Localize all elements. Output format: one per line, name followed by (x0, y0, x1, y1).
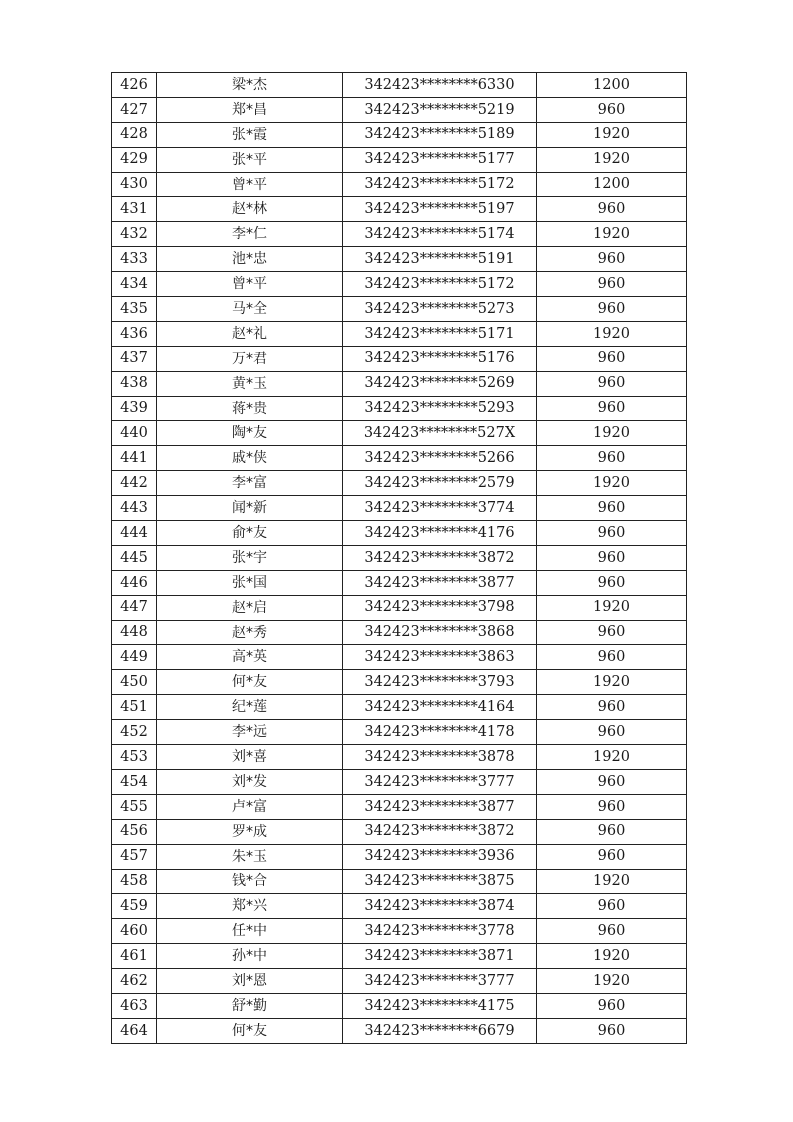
name-cell: 何*友 (157, 670, 343, 695)
id-number-cell: 342423********5266 (343, 446, 537, 471)
amount-cell: 960 (537, 247, 687, 272)
table-row (112, 769, 687, 794)
amount-cell: 960 (537, 645, 687, 670)
row-number-cell: 463 (112, 993, 157, 1018)
id-number-cell: 342423********4175 (343, 993, 537, 1018)
row-number-cell: 442 (112, 471, 157, 496)
table-row (112, 570, 687, 595)
row-number-cell: 456 (112, 819, 157, 844)
row-number-cell: 430 (112, 172, 157, 197)
name-cell: 卢*富 (157, 794, 343, 819)
id-number-cell: 342423********3877 (343, 794, 537, 819)
table-row (112, 969, 687, 994)
name-cell: 俞*友 (157, 521, 343, 546)
row-number-cell: 460 (112, 919, 157, 944)
id-number-cell: 342423********3777 (343, 769, 537, 794)
name-cell: 戚*侠 (157, 446, 343, 471)
table-row (112, 172, 687, 197)
table-row (112, 222, 687, 247)
table-row (112, 620, 687, 645)
id-number-cell: 342423********4176 (343, 521, 537, 546)
amount-cell: 960 (537, 570, 687, 595)
row-number-cell: 429 (112, 147, 157, 172)
id-number-cell: 342423********5176 (343, 346, 537, 371)
row-number-cell: 447 (112, 595, 157, 620)
row-number-cell: 458 (112, 869, 157, 894)
id-number-cell: 342423********5174 (343, 222, 537, 247)
row-number-cell: 448 (112, 620, 157, 645)
row-number-cell: 451 (112, 695, 157, 720)
amount-cell: 960 (537, 97, 687, 122)
amount-cell: 960 (537, 346, 687, 371)
row-number-cell: 434 (112, 272, 157, 297)
row-number-cell: 454 (112, 769, 157, 794)
name-cell: 赵*林 (157, 197, 343, 222)
row-number-cell: 426 (112, 73, 157, 98)
name-cell: 李*仁 (157, 222, 343, 247)
name-cell: 钱*合 (157, 869, 343, 894)
id-number-cell: 342423********5273 (343, 297, 537, 322)
table-row (112, 272, 687, 297)
table-row (112, 894, 687, 919)
table-row (112, 844, 687, 869)
name-cell: 蒋*贵 (157, 396, 343, 421)
amount-cell: 1200 (537, 172, 687, 197)
amount-cell: 1920 (537, 869, 687, 894)
table-row (112, 496, 687, 521)
amount-cell: 960 (537, 446, 687, 471)
row-number-cell: 427 (112, 97, 157, 122)
name-cell: 张*宇 (157, 545, 343, 570)
name-cell: 孙*中 (157, 944, 343, 969)
id-number-cell: 342423********3878 (343, 745, 537, 770)
table-row (112, 819, 687, 844)
name-cell: 李*富 (157, 471, 343, 496)
id-number-cell: 342423********5189 (343, 122, 537, 147)
id-number-cell: 342423********5171 (343, 321, 537, 346)
name-cell: 刘*发 (157, 769, 343, 794)
id-number-cell: 342423********3774 (343, 496, 537, 521)
table-row (112, 371, 687, 396)
table-row (112, 645, 687, 670)
name-cell: 黄*玉 (157, 371, 343, 396)
table-row (112, 944, 687, 969)
row-number-cell: 446 (112, 570, 157, 595)
table-row (112, 695, 687, 720)
row-number-cell: 455 (112, 794, 157, 819)
amount-cell: 960 (537, 545, 687, 570)
id-number-cell: 342423********5197 (343, 197, 537, 222)
table-row (112, 670, 687, 695)
name-cell: 郑*兴 (157, 894, 343, 919)
row-number-cell: 436 (112, 321, 157, 346)
amount-cell: 960 (537, 496, 687, 521)
table-row (112, 147, 687, 172)
name-cell: 池*忠 (157, 247, 343, 272)
amount-cell: 1920 (537, 122, 687, 147)
amount-cell: 960 (537, 844, 687, 869)
name-cell: 罗*成 (157, 819, 343, 844)
name-cell: 梁*杰 (157, 73, 343, 98)
amount-cell: 960 (537, 769, 687, 794)
row-number-cell: 439 (112, 396, 157, 421)
row-number-cell: 443 (112, 496, 157, 521)
amount-cell: 960 (537, 794, 687, 819)
id-number-cell: 342423********6679 (343, 1018, 537, 1043)
table-row (112, 745, 687, 770)
name-cell: 刘*喜 (157, 745, 343, 770)
name-cell: 任*中 (157, 919, 343, 944)
table-row (112, 471, 687, 496)
id-number-cell: 342423********6330 (343, 73, 537, 98)
name-cell: 赵*秀 (157, 620, 343, 645)
row-number-cell: 438 (112, 371, 157, 396)
id-number-cell: 342423********3777 (343, 969, 537, 994)
id-number-cell: 342423********3868 (343, 620, 537, 645)
name-cell: 闻*新 (157, 496, 343, 521)
row-number-cell: 445 (112, 545, 157, 570)
id-number-cell: 342423********4164 (343, 695, 537, 720)
row-number-cell: 461 (112, 944, 157, 969)
id-number-cell: 342423********3936 (343, 844, 537, 869)
id-number-cell: 342423********5293 (343, 396, 537, 421)
table-row (112, 1018, 687, 1043)
row-number-cell: 432 (112, 222, 157, 247)
table-row (112, 297, 687, 322)
row-number-cell: 462 (112, 969, 157, 994)
row-number-cell: 440 (112, 421, 157, 446)
amount-cell: 960 (537, 521, 687, 546)
row-number-cell: 435 (112, 297, 157, 322)
amount-cell: 1920 (537, 969, 687, 994)
amount-cell: 1920 (537, 595, 687, 620)
row-number-cell: 459 (112, 894, 157, 919)
name-cell: 李*远 (157, 720, 343, 745)
id-number-cell: 342423********3798 (343, 595, 537, 620)
amount-cell: 1920 (537, 670, 687, 695)
name-cell: 张*平 (157, 147, 343, 172)
name-cell: 张*霞 (157, 122, 343, 147)
id-number-cell: 342423********4178 (343, 720, 537, 745)
amount-cell: 960 (537, 272, 687, 297)
amount-cell: 960 (537, 197, 687, 222)
name-cell: 纪*莲 (157, 695, 343, 720)
table-row (112, 97, 687, 122)
amount-cell: 960 (537, 371, 687, 396)
table-row (112, 595, 687, 620)
amount-cell: 960 (537, 819, 687, 844)
table-row (112, 545, 687, 570)
name-cell: 万*君 (157, 346, 343, 371)
amount-cell: 960 (537, 396, 687, 421)
amount-cell: 960 (537, 919, 687, 944)
table-row (112, 73, 687, 98)
amount-cell: 1200 (537, 73, 687, 98)
row-number-cell: 457 (112, 844, 157, 869)
table-row (112, 421, 687, 446)
amount-cell: 1920 (537, 421, 687, 446)
amount-cell: 960 (537, 894, 687, 919)
name-cell: 舒*勤 (157, 993, 343, 1018)
id-number-cell: 342423********5177 (343, 147, 537, 172)
amount-cell: 1920 (537, 944, 687, 969)
table-row (112, 346, 687, 371)
id-number-cell: 342423********3872 (343, 545, 537, 570)
table-row (112, 197, 687, 222)
amount-cell: 1920 (537, 147, 687, 172)
name-cell: 朱*玉 (157, 844, 343, 869)
row-number-cell: 437 (112, 346, 157, 371)
row-number-cell: 428 (112, 122, 157, 147)
id-number-cell: 342423********3874 (343, 894, 537, 919)
id-number-cell: 342423********5191 (343, 247, 537, 272)
name-cell: 郑*昌 (157, 97, 343, 122)
table-row (112, 794, 687, 819)
id-number-cell: 342423********3877 (343, 570, 537, 595)
name-cell: 赵*礼 (157, 321, 343, 346)
name-cell: 张*国 (157, 570, 343, 595)
name-cell: 马*全 (157, 297, 343, 322)
name-cell: 曾*平 (157, 172, 343, 197)
id-number-cell: 342423********5172 (343, 172, 537, 197)
row-number-cell: 449 (112, 645, 157, 670)
amount-cell: 960 (537, 695, 687, 720)
name-cell: 何*友 (157, 1018, 343, 1043)
table-row (112, 720, 687, 745)
amount-cell: 960 (537, 720, 687, 745)
id-number-cell: 342423********3872 (343, 819, 537, 844)
amount-cell: 1920 (537, 471, 687, 496)
name-cell: 赵*启 (157, 595, 343, 620)
id-number-cell: 342423********3793 (343, 670, 537, 695)
table-row (112, 869, 687, 894)
row-number-cell: 452 (112, 720, 157, 745)
name-cell: 刘*恩 (157, 969, 343, 994)
amount-cell: 960 (537, 1018, 687, 1043)
id-number-cell: 342423********5172 (343, 272, 537, 297)
row-number-cell: 431 (112, 197, 157, 222)
amount-cell: 960 (537, 297, 687, 322)
amount-cell: 960 (537, 993, 687, 1018)
id-number-cell: 342423********5219 (343, 97, 537, 122)
row-number-cell: 441 (112, 446, 157, 471)
table-row (112, 521, 687, 546)
row-number-cell: 444 (112, 521, 157, 546)
amount-cell: 1920 (537, 321, 687, 346)
row-number-cell: 433 (112, 247, 157, 272)
id-number-cell: 342423********527X (343, 421, 537, 446)
table-row (112, 993, 687, 1018)
id-number-cell: 342423********3871 (343, 944, 537, 969)
table-row (112, 321, 687, 346)
row-number-cell: 450 (112, 670, 157, 695)
id-number-cell: 342423********3778 (343, 919, 537, 944)
row-number-cell: 453 (112, 745, 157, 770)
id-number-cell: 342423********3863 (343, 645, 537, 670)
row-number-cell: 464 (112, 1018, 157, 1043)
id-number-cell: 342423********5269 (343, 371, 537, 396)
roster-table-body (112, 73, 687, 1044)
table-row (112, 396, 687, 421)
name-cell: 曾*平 (157, 272, 343, 297)
amount-cell: 960 (537, 620, 687, 645)
name-cell: 陶*友 (157, 421, 343, 446)
table-row (112, 247, 687, 272)
id-number-cell: 342423********3875 (343, 869, 537, 894)
table-row (112, 919, 687, 944)
amount-cell: 1920 (537, 222, 687, 247)
table-row (112, 446, 687, 471)
roster-table (111, 72, 687, 1044)
id-number-cell: 342423********2579 (343, 471, 537, 496)
table-row (112, 122, 687, 147)
amount-cell: 1920 (537, 745, 687, 770)
name-cell: 高*英 (157, 645, 343, 670)
